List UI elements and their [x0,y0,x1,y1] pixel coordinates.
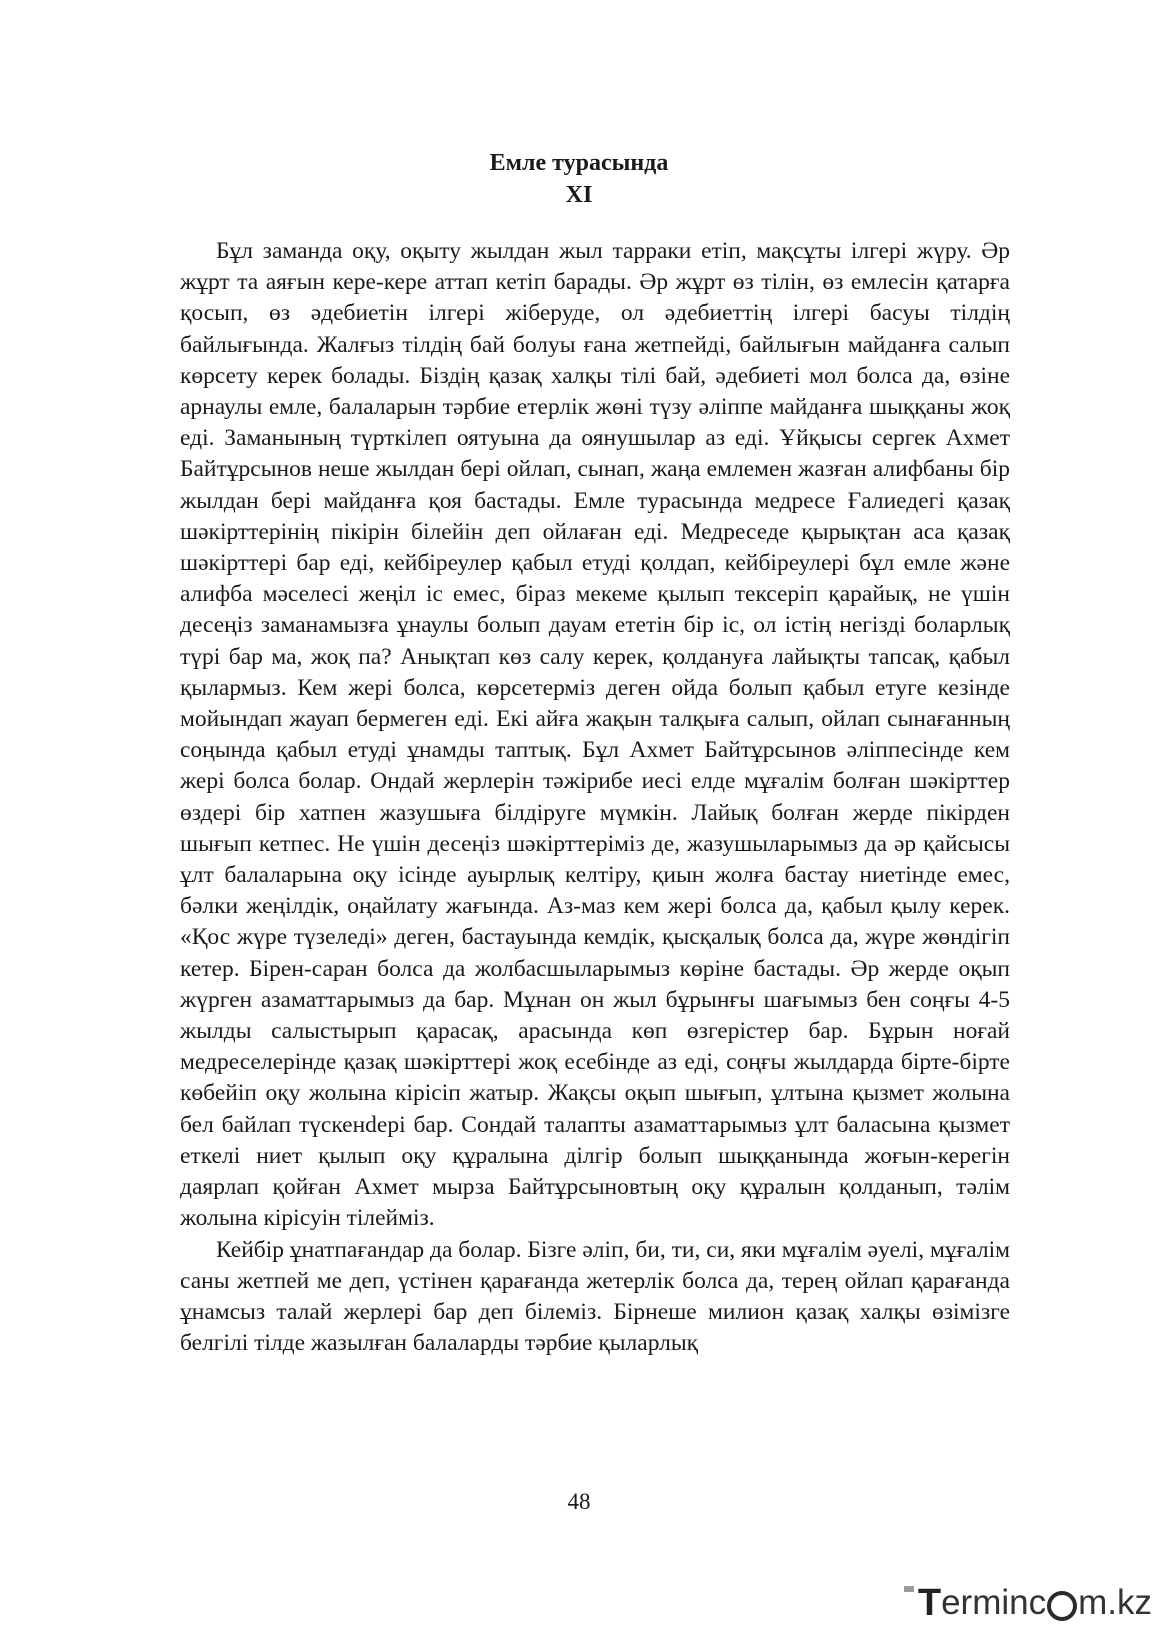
logo-text-part1: erminc [941,1583,1047,1622]
termincom-logo [918,1580,1152,1626]
section-numeral: XI [565,182,593,208]
section-title: Емле турасында [489,150,669,176]
logo-letter-t: T [917,1581,942,1624]
paragraph-1: Бұл заманда оқу, оқыту жылдан жыл тарраки етіп, мақсұты ілгері жүру. Әр жұрт та аяғын кере-кере аттап кетіп барады. Әр жұрт өз тілін, өз емлесін қатарға қосып, өз әдебиетін ілгері жіберуде, ол әдебиеттің ілгері басуы тілдің байлығында. Жалғыз тілдің бай болуы ғана жетпейді, байлығын майданға салып көрсету керек болады. Біздің қазақ халқы тілі бай, әдебиеті мол болса да, өзіне арнаулы емле, балаларын тәрбие етерлік жөні түзу әліппе майданға шыққаны жоқ еді. Заманының түрткілеп оятуына да оянушылар аз еді. Ұйқысы сергек Ахмет Байтұрсынов неше жылдан бері ойлап, сынап, жаңа емлемен жазған алифбаны бір жылдан бері майданға қоя бастады. Емле турасында медресе Ғалиедегі қазақ шәкірттерінің пікірін білейін деп ойлаған еді. Медреседе қырықтан аса қазақ шәкірттері бар еді, кейбіреулер қабыл етуді қолдап, кейбіреулері бұл емле және алифба мәселесі жеңіл іс емес, біраз мекеме қылып тексеріп қарайық, не үшін десеңіз заманамызға ұнаулы болып дауам ететін бір іс, ол істің негізді боларлық түрі бар ма, жоқ па? Анықтап көз салу керек, қолдануға лайықты тапсақ, қабыл қылармыз. Кем жері болса, көрсетерміз деген ойда болып қабыл етуге кезінде мойындап жауап бермеген еді. Екі айға жақын талқыға салып, ойлап сынағанның соңында қабыл етуді ұнамды таптық. Бұл Ахмет Байтұрсынов әліппесінде кем жері болса болар. Ондай жерлерін тәжірибе иесі елде мұғалім болған шәкірттер өздері бір хатпен жазушыға білдіруге мүмкін. Лайық болған жерде пікірден шығып кетпес. Не үшін десеңіз шәкірттеріміз де, жазушыларымыз да әр қайсысы ұлт балаларына оқу ісінде ауырлық келтіру, қиын жолға бастау ниетінде емес, бәлки жеңілдік, оңайлату жағында. Аз-маз кем жері болса да, қабыл қылу керек. «Қос жүре түзеледі» деген, бастауында кемдік, қысқалық болса да, жүре жөндігіп кетер. Бірен-саран болса да жолбасшыларымыз көріне бастады. Әр жерде оқып жүрген азаматтарымыз да бар. Мұнан он жыл бұрынғы шағымыз бен соңғы 4-5 жылды салыстырып қарасақ, арасында көп өзгерістер бар. Бұрын ноғай медреселерінде қазақ шәкірттері жоқ есебінде аз еді, соңғы жылдарда бірте-бірте көбейіп оқу жолына кірісіп жатыр. Жақсы оқып шығып, ұлтына қызмет жолына бел байлап түскенdері бар. Сондай талапты азаматтарымыз ұлт баласына қызмет еткелі ниет қылып оқу құралына ділгір болып шыққанында жоғын-керегін даярлап қойған Ахмет мырза Байтұрсыновтың оқу құралын қолданып, тәлім жолына кірісуін тілейміз. [180,238,1010,1232]
paragraph-2: Кейбір ұнатпағандар да болар. Бізге әліп, би, ти, си, яки мұғалім әуелі, мұғалім саны жетпей ме деп, үстінен қарағанда жетерлік болса да, терең ойлап қарағанда ұнамсыз талай жерлері бар деп білеміз. Бірнеше милион қазақ халқы өзімізге белгілі тілде жазылған балаларды тәрбие қыларлық [180,1236,1010,1357]
logo-text-part2: m.kz [1078,1583,1152,1622]
body-text [180,236,1010,1359]
page-number: 48 [567,1489,591,1514]
logo-ring-icon [1047,1591,1077,1621]
